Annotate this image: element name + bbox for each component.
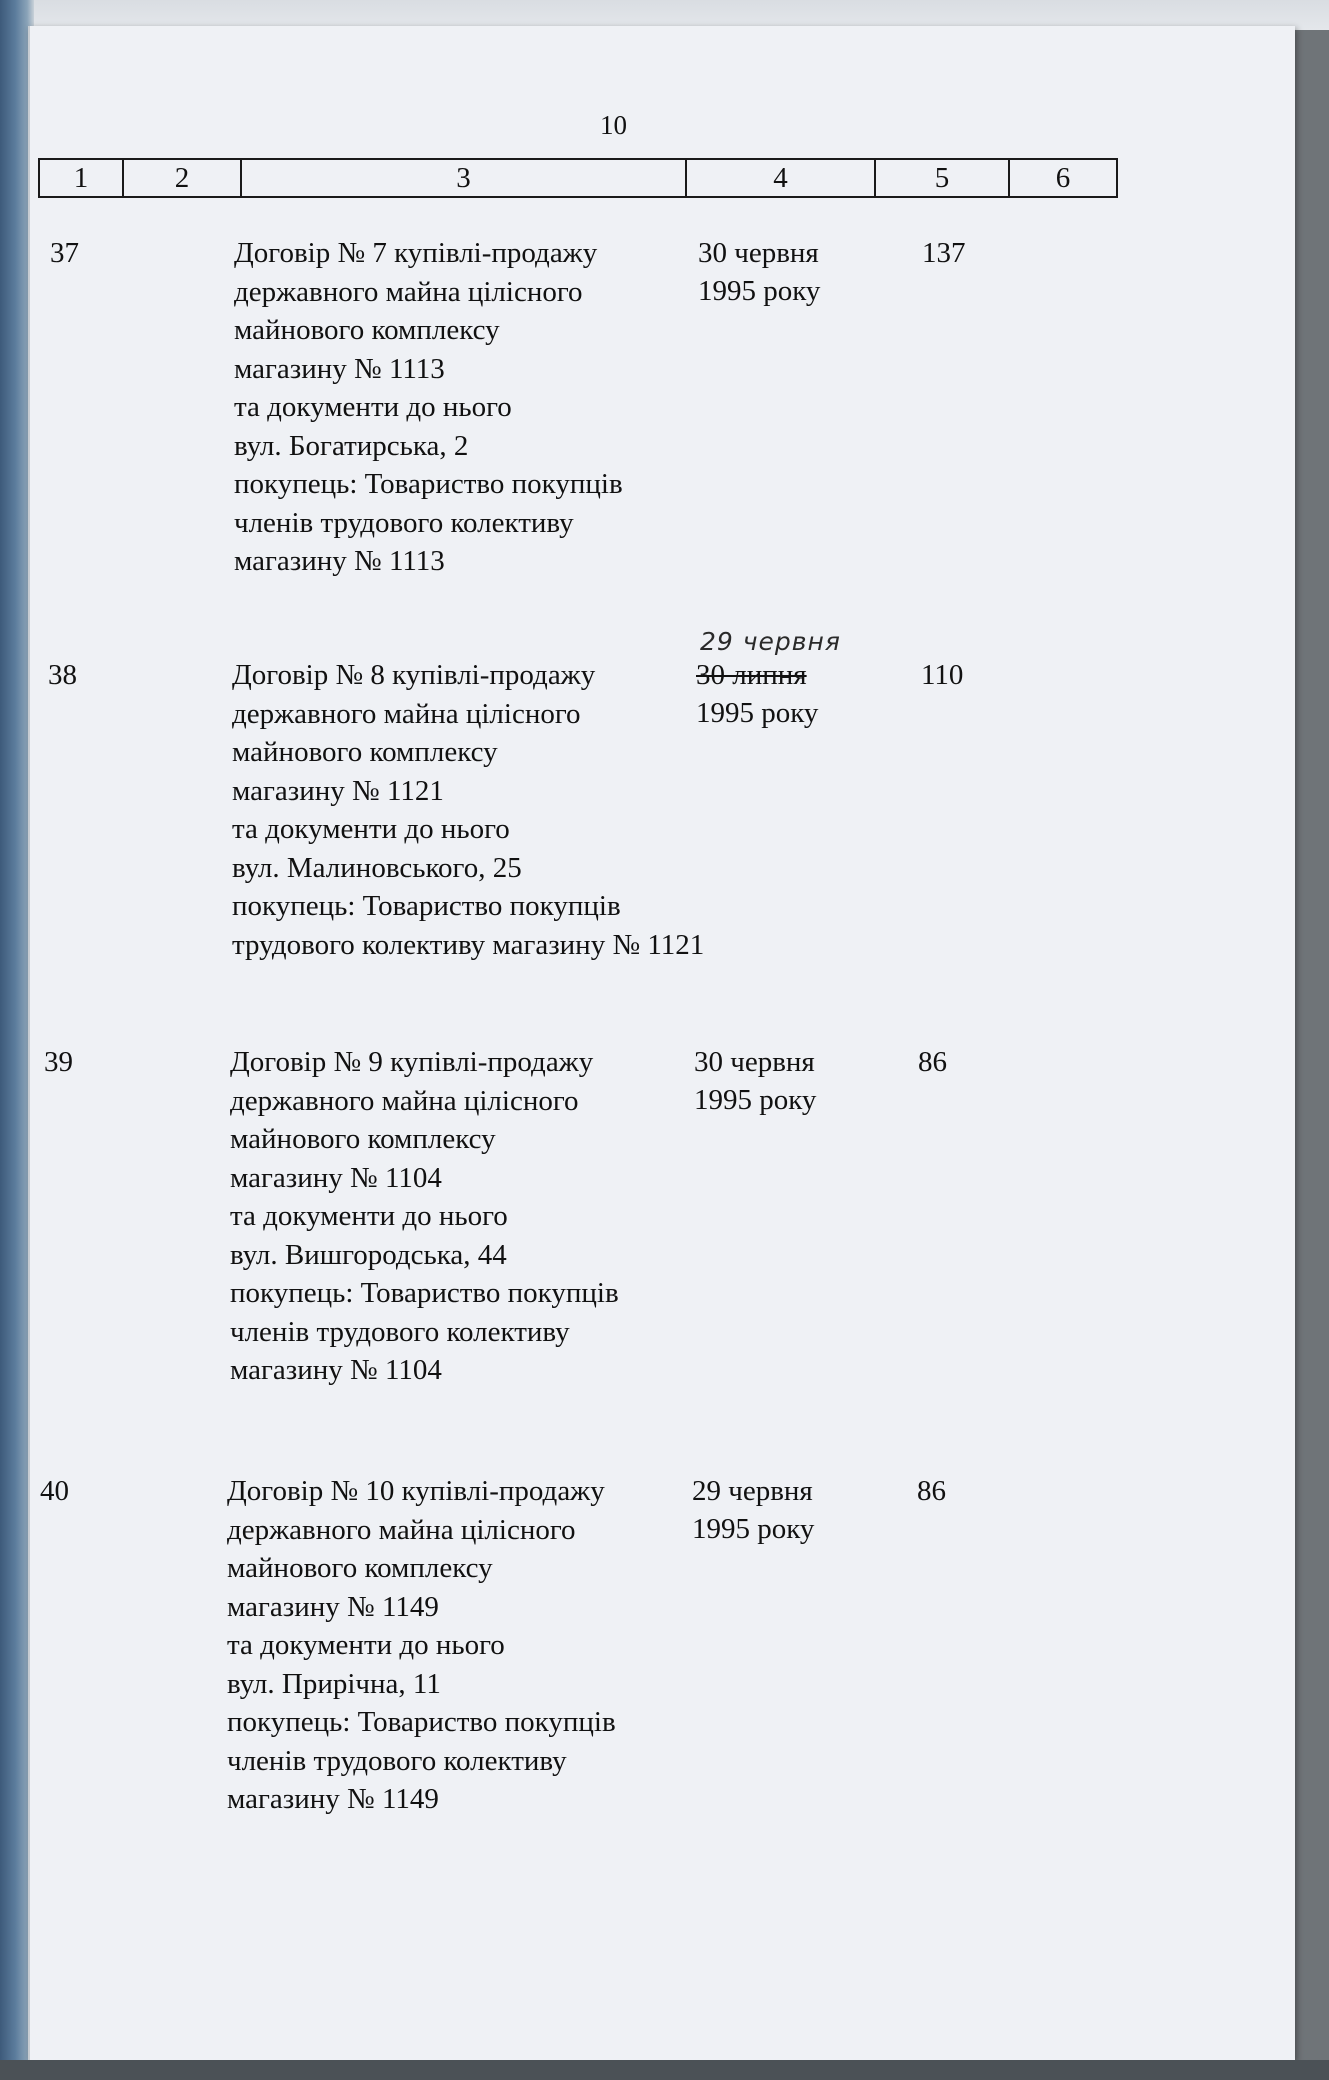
entry-date-line2: 1995 року — [696, 697, 819, 729]
entry-description: Договір № 9 купівлі-продажу державного майна цілісного майнового комплексу магазину № 1104 та документи до нього вул. Вишгородська, 44 покупець: Товариство покупців членів трудового колективу магазину № 1104 — [230, 1046, 619, 1386]
column-header-3: 3 — [241, 159, 686, 197]
document-page — [28, 26, 1295, 2061]
column-header-2: 2 — [123, 159, 241, 197]
entry-date-struck: 30 липня — [696, 659, 807, 691]
entry-number: 37 — [50, 237, 79, 269]
column-header-table — [38, 158, 1118, 198]
entry-date-line1: 29 червня — [692, 1475, 813, 1507]
entry-description: Договір № 10 купівлі-продажу державного майна цілісного майнового комплексу магазину № 1149 та документи до нього вул. Прирічна, 11 покупець: Товариство покупців членів трудового колективу магазину № 1149 — [227, 1475, 616, 1815]
column-header-row — [39, 159, 1117, 197]
entry-date-line2: 1995 року — [692, 1513, 815, 1545]
column-header-4: 4 — [686, 159, 875, 197]
entry-pages: 86 — [918, 1046, 947, 1078]
scan-bottom-edge — [0, 2060, 1329, 2080]
column-header-5: 5 — [875, 159, 1009, 197]
entry-number: 38 — [48, 659, 77, 691]
entry-description: Договір № 7 купівлі-продажу державного майна цілісного майнового комплексу магазину № 1113 та документи до нього вул. Богатирська, 2 покупець: Товариство покупців членів трудового колективу магазину № 1113 — [234, 237, 623, 577]
entry-number: 39 — [44, 1046, 73, 1078]
entry-pages: 110 — [921, 659, 964, 691]
entry-date-line1: 30 червня — [694, 1046, 815, 1078]
entry-number: 40 — [40, 1475, 69, 1507]
page-number: 10 — [600, 110, 627, 140]
column-header-1: 1 — [39, 159, 123, 197]
entry-date-line1: 30 червня — [698, 237, 819, 269]
entry-description: Договір № 8 купівлі-продажу державного майна цілісного майнового комплексу магазину № 1121 та документи до нього вул. Малиновського, 25 покупець: Товариство покупців трудового колективу магазину № 1121 — [232, 659, 705, 961]
handwritten-date-correction: 29 червня — [700, 627, 841, 656]
entry-date-line2: 1995 року — [698, 275, 821, 307]
entry-pages: 137 — [922, 237, 966, 269]
entry-pages: 86 — [917, 1475, 946, 1507]
entry-date-line2: 1995 року — [694, 1084, 817, 1116]
column-header-6: 6 — [1009, 159, 1117, 197]
